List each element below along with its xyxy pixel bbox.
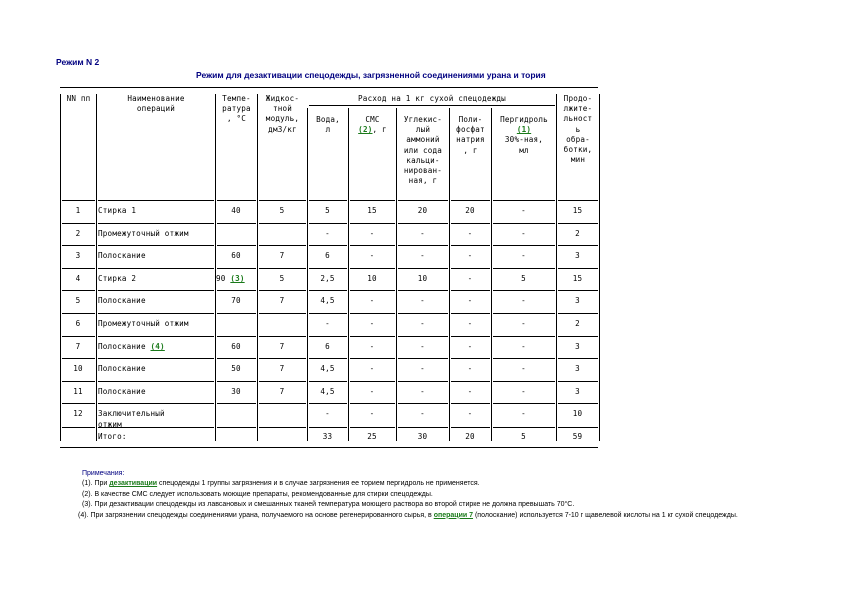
table-row-3-perhydrol: - (521, 251, 526, 261)
header-bottom-rule (259, 200, 306, 201)
table-row-10-phosphate: - (467, 409, 473, 419)
table-row-3-name: Полоскание (98, 251, 146, 261)
row-separator (62, 313, 95, 314)
table-row-5-temp: 70 (231, 296, 241, 306)
table-row-8-water: 4,5 (320, 364, 335, 374)
row-separator (350, 403, 395, 404)
row-separator (493, 268, 555, 269)
header-sms: СМС (2), г (358, 115, 387, 135)
table-row-10-nn: 12 (73, 409, 83, 419)
table-row-4-name: Стирка 2 (98, 273, 137, 283)
row-separator (259, 268, 306, 269)
table-row-4-phosphate: - (467, 273, 473, 283)
table-row-total-duration: 59 (572, 432, 583, 442)
row-separator (309, 381, 347, 382)
header-bottom-rule (350, 200, 395, 201)
row-separator (309, 268, 347, 269)
row-separator (217, 336, 256, 337)
table-row-total-ammonium: 30 (417, 432, 428, 442)
table-row-1-liquid: 5 (279, 206, 285, 215)
table-row-6-water: - (325, 319, 330, 328)
row-separator (309, 223, 347, 224)
table-row-9-perhydrol: - (521, 386, 526, 396)
table-row-6-nn: 6 (75, 319, 81, 328)
note-3: (3). При дезактивации спецодежды из лавсановых и смешанных тканей температура моющего раствора во второй стирке не должна превышать 70°С. (82, 501, 575, 509)
row-separator (62, 381, 95, 382)
table-row-3-nn: 3 (75, 251, 81, 261)
note-4-text-end: (полоскание) используется 7-10 г щавелевой кислоты на 1 кг сухой спецодежды. (473, 511, 738, 519)
table-row-3-temp: 60 (231, 251, 241, 261)
row-separator (62, 403, 95, 404)
table-row-total-phosphate: 20 (465, 432, 475, 442)
table-bottom-rule (60, 447, 598, 448)
row-separator (451, 358, 490, 359)
note-2: (2). В качестве СМС следует использовать моющие препараты, рекомендованные для стирки спецодежды. (82, 490, 433, 498)
row-separator (309, 427, 347, 428)
row-separator (350, 245, 395, 246)
table-row-5-water: 4,5 (320, 296, 335, 306)
header-bottom-rule (309, 200, 347, 201)
table-row-4-liquid: 5 (279, 273, 285, 283)
table-row-9-water: 4,5 (320, 386, 335, 396)
table-row-4-temp: 90 (3) (216, 273, 245, 283)
table-row-4-water: 2,5 (320, 273, 335, 283)
table-row-2-nn: 2 (75, 228, 81, 238)
table-row-5-perhydrol: - (521, 296, 526, 306)
row-separator (398, 358, 448, 359)
row-separator (493, 223, 555, 224)
row-separator (217, 381, 256, 382)
note-1-text: (1). При (82, 480, 110, 488)
row-separator (493, 245, 555, 246)
table-row-6-duration: 2 (575, 319, 580, 328)
table-row-8-nn: 10 (73, 364, 83, 374)
row-separator (451, 245, 490, 246)
note-1 (60, 479, 800, 489)
row-separator (398, 381, 448, 382)
table-row-5-phosphate: - (467, 296, 473, 306)
footnote-link-1[interactable]: (1) (516, 125, 532, 135)
table-row-8-sms: - (369, 364, 375, 374)
table-row-8-liquid: 7 (279, 364, 285, 374)
row-separator (451, 223, 490, 224)
row-separator (309, 290, 347, 291)
row-separator (350, 268, 395, 269)
table-row-2-phosphate: - (467, 228, 473, 238)
table-row-total-name: Итого: (98, 432, 127, 442)
row-separator (398, 427, 448, 428)
row-separator (62, 245, 95, 246)
table-row-2-ammonium: - (420, 228, 425, 238)
row-separator (259, 313, 306, 314)
row-separator (398, 223, 448, 224)
row-separator (493, 336, 555, 337)
table-row-6-sms: - (369, 319, 375, 328)
row-separator (217, 290, 256, 291)
table-row-1-name: Стирка 1 (98, 206, 137, 215)
row-separator (98, 313, 214, 314)
row-separator (259, 245, 306, 246)
row-separator (493, 427, 555, 428)
table-row-10-sms: - (369, 409, 375, 419)
table-row-7-perhydrol: - (521, 341, 526, 351)
table-row-3-ammonium: - (420, 251, 425, 261)
table-row-3-liquid: 7 (279, 251, 285, 261)
header-temperature: Темпе- ратура , °C (222, 94, 251, 124)
row-separator (62, 427, 95, 428)
table-row-8-name: Полоскание (98, 364, 146, 374)
table-row-1-water: 5 (325, 206, 330, 215)
header-bottom-rule (451, 200, 490, 201)
note-1-link-decontamination[interactable]: дезактивации (109, 480, 158, 488)
column-separator (599, 94, 600, 441)
table-row-7-liquid: 7 (279, 341, 285, 351)
header-duration: Продо- лжите- льност ь обра- ботки, мин (563, 94, 593, 165)
table-row-1-sms: 15 (367, 206, 377, 215)
row-separator (259, 403, 306, 404)
row-separator (309, 313, 347, 314)
header-ammonium-carbonate: Углекис- лый аммоний или сода кальци- нирован- ная, г (403, 115, 443, 186)
row-separator (451, 381, 490, 382)
table-row-7-duration: 3 (575, 341, 580, 351)
row-separator (217, 403, 256, 404)
table-row-6-ammonium: - (420, 319, 425, 328)
table-row-9-nn: 11 (73, 386, 83, 396)
header-bottom-rule (98, 200, 214, 201)
table-row-4-sms: 10 (367, 273, 377, 283)
row-separator (398, 245, 448, 246)
title-rule (60, 87, 598, 88)
row-separator (493, 313, 555, 314)
table-row-5-liquid: 7 (279, 296, 285, 306)
table-row-3-duration: 3 (575, 251, 580, 261)
table-row-1-nn: 1 (75, 206, 81, 215)
table-row-7-water: 6 (325, 341, 330, 351)
row-separator (217, 313, 256, 314)
table-row-9-liquid: 7 (279, 386, 285, 396)
header-liquid-modulus: Жидкос- тной модуль, дм3/кг (265, 94, 300, 134)
table-row-9-duration: 3 (575, 386, 580, 396)
table-row-7-temp: 60 (231, 341, 241, 351)
row-separator (259, 290, 306, 291)
table-row-9-phosphate: - (467, 386, 473, 396)
table-row-1-phosphate: 20 (465, 206, 475, 215)
table-row-10-perhydrol: - (521, 409, 526, 419)
row-separator (217, 358, 256, 359)
row-separator (98, 358, 214, 359)
row-separator (493, 358, 555, 359)
note-4-text: (4). При загрязнении спецодежды соединениями урана, получаемого на основе регенерированного сырья, в (78, 511, 434, 519)
row-separator (451, 427, 490, 428)
row-separator (558, 290, 598, 291)
row-separator (98, 268, 214, 269)
row-separator (259, 223, 306, 224)
table-row-7-phosphate: - (467, 341, 473, 351)
row-separator (398, 403, 448, 404)
row-separator (451, 313, 490, 314)
row-separator (558, 381, 598, 382)
row-separator (558, 223, 598, 224)
row-separator (493, 403, 555, 404)
footnote-link-3[interactable]: (3) (230, 273, 245, 283)
table-row-4-nn: 4 (75, 273, 81, 283)
table-row-3-phosphate: - (467, 251, 473, 261)
row-separator (350, 290, 395, 291)
row-separator (259, 427, 306, 428)
row-separator (259, 358, 306, 359)
header-bottom-rule (558, 200, 598, 201)
row-separator (558, 313, 598, 314)
row-separator (451, 403, 490, 404)
table-row-total-water: 33 (322, 432, 333, 442)
header-perhydrol: Пергидроль (1) 30%-ная, мл (500, 115, 548, 155)
table-row-5-sms: - (369, 296, 375, 306)
table-row-5-nn: 5 (75, 296, 81, 306)
row-separator (309, 358, 347, 359)
row-separator (98, 336, 214, 337)
table-row-9-temp: 30 (231, 386, 241, 396)
footnote-link-2[interactable]: (2) (358, 125, 373, 135)
row-separator (451, 290, 490, 291)
table-row-8-temp: 50 (231, 364, 241, 374)
note-4 (56, 511, 800, 521)
table-row-3-water: 6 (325, 251, 330, 261)
row-separator (451, 336, 490, 337)
header-bottom-rule (62, 200, 95, 201)
row-separator (350, 381, 395, 382)
table-row-4-perhydrol: 5 (521, 273, 526, 283)
mode-label: Режим N 2 (56, 57, 100, 67)
column-separator (96, 94, 97, 441)
row-separator (558, 336, 598, 337)
row-separator (62, 358, 95, 359)
row-separator (398, 268, 448, 269)
row-separator (98, 290, 214, 291)
table-row-total-perhydrol: 5 (521, 432, 526, 442)
row-separator (98, 245, 214, 246)
row-separator (62, 290, 95, 291)
table-row-9-ammonium: - (420, 386, 425, 396)
table-row-6-name: Промежуточный отжим (98, 319, 189, 328)
note-1-text-end: спецодежды 1 группы загрязнения и в случае загрязнения ее торием пергидроль не применяется. (157, 480, 480, 488)
header-bottom-rule (493, 200, 555, 201)
header-bottom-rule (217, 200, 256, 201)
table-row-2-water: - (325, 228, 330, 238)
table-row-7-nn: 7 (75, 341, 81, 351)
table-row-10-ammonium: - (420, 409, 425, 419)
table-row-6-phosphate: - (467, 319, 473, 328)
row-separator (493, 290, 555, 291)
row-separator (98, 223, 214, 224)
table-row-8-phosphate: - (467, 364, 473, 374)
row-separator (558, 268, 598, 269)
table-row-5-name: Полоскание (98, 296, 146, 306)
row-separator (217, 245, 256, 246)
table-row-9-sms: - (369, 386, 375, 396)
table-row-5-ammonium: - (420, 296, 425, 306)
header-sodium-polyphosphate: Поли- фосфат натрия , г (456, 115, 485, 155)
row-separator (217, 268, 256, 269)
table-row-9-name: Полоскание (98, 386, 146, 396)
table-row-7-sms: - (369, 341, 375, 351)
note-4-link-operation-7[interactable]: операции 7 (433, 511, 474, 519)
row-separator (451, 268, 490, 269)
table-row-1-perhydrol: - (521, 206, 526, 215)
row-separator (398, 313, 448, 314)
table-row-8-duration: 3 (575, 364, 580, 374)
table-row-7-name: Полоскание (4) (98, 341, 165, 351)
notes-title: Примечания: (82, 470, 125, 477)
row-separator (259, 381, 306, 382)
row-separator (62, 336, 95, 337)
table-row-6-perhydrol: - (521, 319, 526, 328)
row-separator (309, 403, 347, 404)
row-separator (350, 358, 395, 359)
header-bottom-rule (398, 200, 448, 201)
row-separator (493, 381, 555, 382)
table-row-4-ammonium: 10 (417, 273, 428, 283)
table-row-10-water: - (325, 409, 330, 419)
row-separator (558, 245, 598, 246)
row-separator (398, 336, 448, 337)
table-row-1-ammonium: 20 (417, 206, 428, 215)
row-separator (350, 223, 395, 224)
table-row-2-name: Промежуточный отжим (98, 228, 189, 238)
table-row-8-ammonium: - (420, 364, 425, 374)
header-nn: NN пп (66, 94, 91, 103)
notes-section (60, 469, 800, 521)
table-row-5-duration: 3 (575, 296, 580, 306)
row-separator (558, 403, 598, 404)
table-row-8-perhydrol: - (521, 364, 526, 374)
row-separator (217, 427, 256, 428)
row-separator (558, 358, 598, 359)
table-row-3-sms: - (369, 251, 375, 261)
footnote-link-4[interactable]: (4) (150, 341, 165, 351)
table-row-10-duration: 10 (572, 409, 583, 419)
table-row-total-sms: 25 (367, 432, 377, 442)
row-separator (62, 223, 95, 224)
row-separator (217, 223, 256, 224)
document-title: Режим для дезактивации спецодежды, загрязненной соединениями урана и тория (196, 70, 546, 80)
row-separator (558, 427, 598, 428)
header-water: Вода, л (316, 115, 340, 135)
table-row-2-sms: - (369, 228, 375, 238)
row-separator (98, 403, 214, 404)
table-row-1-duration: 15 (572, 206, 583, 215)
table-row-2-duration: 2 (575, 228, 580, 238)
table-row-7-ammonium: - (420, 341, 425, 351)
table-row-10-name: Заключительный отжим (98, 409, 165, 429)
header-name: Наименование операций (127, 94, 185, 114)
group-header-underline (309, 105, 555, 106)
row-separator (309, 245, 347, 246)
table-row-2-perhydrol: - (521, 228, 526, 238)
table-row-1-temp: 40 (231, 206, 241, 215)
row-separator (350, 313, 395, 314)
row-separator (398, 290, 448, 291)
row-separator (259, 336, 306, 337)
header-consumption-group: Расход на 1 кг сухой спецодежды (358, 94, 506, 103)
row-separator (98, 381, 214, 382)
row-separator (350, 336, 395, 337)
table-row-4-duration: 15 (572, 273, 583, 283)
row-separator (350, 427, 395, 428)
row-separator (309, 336, 347, 337)
row-separator (62, 268, 95, 269)
